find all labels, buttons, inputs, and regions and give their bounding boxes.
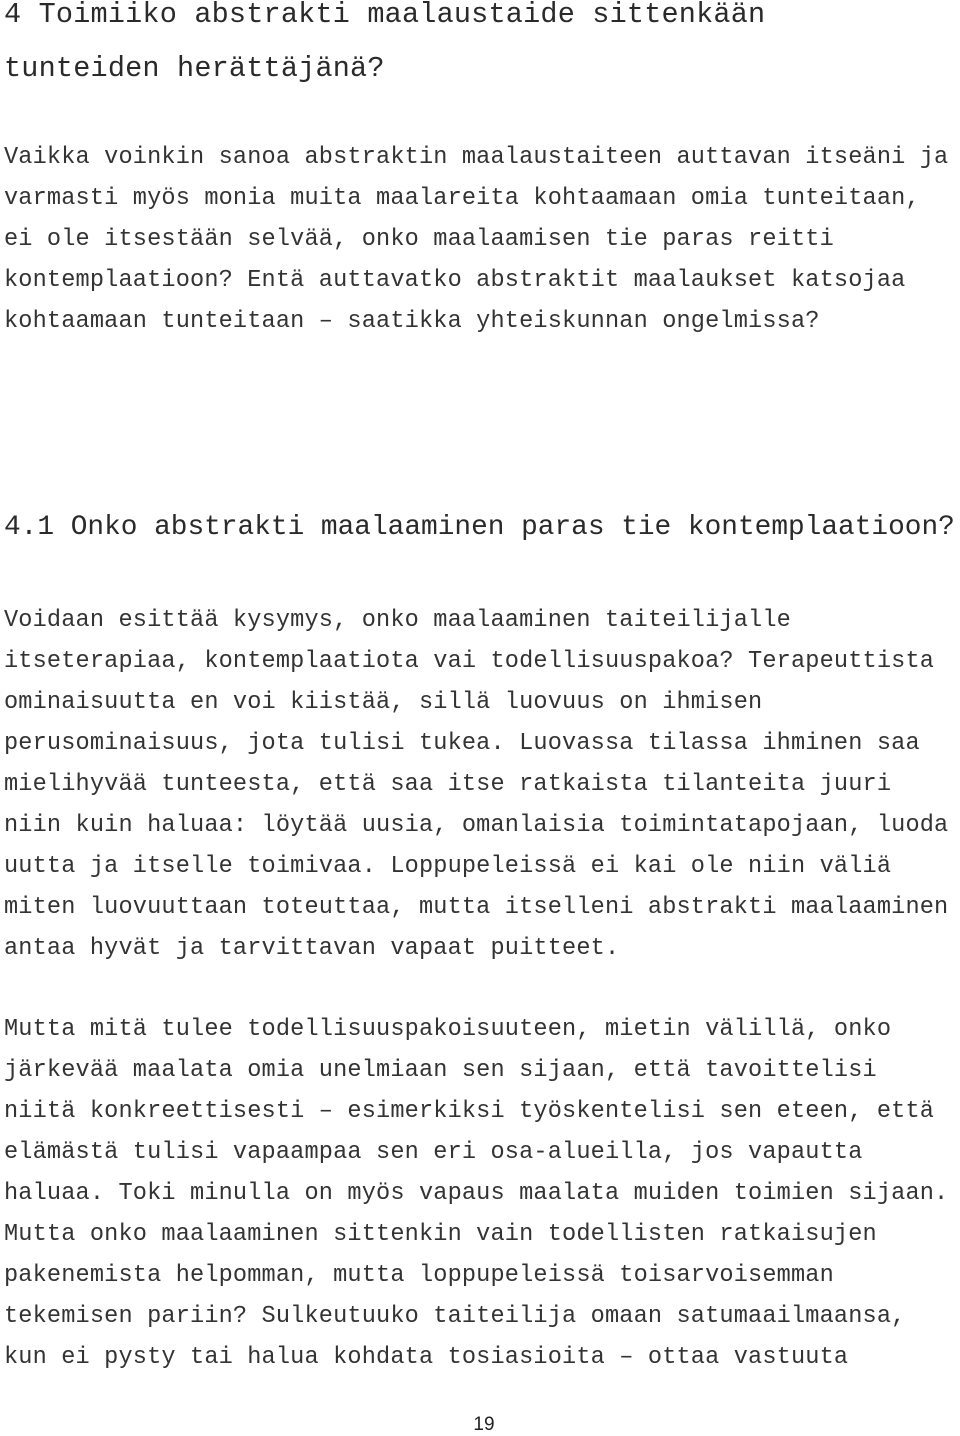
section-heading: 4.1 Onko abstrakti maalaaminen paras tie kontemplaatioon?: [4, 512, 955, 543]
heading-line: 4 Toimiiko abstrakti maalaustaide sittenkään: [4, 0, 766, 31]
text-line: ei ole itsestään selvää, onko maalaamisen tie paras reitti: [4, 226, 834, 253]
text-line: perusominaisuus, jota tulisi tukea. Luovassa tilassa ihminen saa: [4, 730, 920, 757]
text-line: Vaikka voinkin sanoa abstraktin maalaustaiteen auttavan itseäni ja: [4, 144, 949, 171]
text-line: niitä konkreettisesti – esimerkiksi työskentelisi sen eteen, että: [4, 1098, 935, 1125]
text-line: järkevää maalata omia unelmiaan sen sijaan, että tavoittelisi: [4, 1057, 877, 1084]
text-line: Mutta mitä tulee todellisuuspakoisuuteen, mietin välillä, onko: [4, 1016, 892, 1043]
text-line: elämästä tulisi vapaampaa sen eri osa-alueilla, jos vapautta: [4, 1139, 863, 1166]
text-line: varmasti myös monia muita maalareita kohtaamaan omia tunteitaan,: [4, 185, 920, 212]
text-line: Voidaan esittää kysymys, onko maalaaminen taiteilijalle: [4, 607, 791, 634]
text-line: haluaa. Toki minulla on myös vapaus maalata muiden toimien sijaan.: [4, 1180, 949, 1207]
text-line: itseterapiaa, kontemplaatiota vai todellisuuspakoa? Terapeuttista: [4, 648, 935, 675]
text-line: tekemisen pariin? Sulkeutuuko taiteilija omaan satumaailmaansa,: [4, 1303, 906, 1330]
heading-line: tunteiden herättäjänä?: [4, 52, 385, 85]
text-line: kontemplaatioon? Entä auttavatko abstraktit maalaukset katsojaa: [4, 267, 906, 294]
text-line: mielihyvää tunteesta, että saa itse ratkaista tilanteita juuri: [4, 771, 892, 798]
text-line: ominaisuutta en voi kiistää, sillä luovuus on ihmisen: [4, 689, 763, 716]
page-number: 19: [473, 1414, 495, 1435]
text-line: kohtaamaan tunteitaan – saatikka yhteiskunnan ongelmissa?: [4, 308, 820, 335]
text-line: antaa hyvät ja tarvittavan vapaat puitteet.: [4, 935, 620, 962]
text-line: Mutta onko maalaaminen sittenkin vain todellisten ratkaisujen: [4, 1221, 877, 1248]
text-line: pakenemista helpomman, mutta loppupeleissä toisarvoisemman: [4, 1262, 834, 1289]
text-line: uutta ja itselle toimivaa. Loppupeleissä ei kai ole niin väliä: [4, 853, 892, 880]
text-line: kun ei pysty tai halua kohdata tosiasioita – ottaa vastuuta: [4, 1344, 849, 1371]
text-line: niin kuin haluaa: löytää uusia, omanlaisia toimintatapojaan, luoda: [4, 812, 949, 839]
text-line: miten luovuuttaan toteuttaa, mutta itselleni abstrakti maalaaminen: [4, 894, 949, 921]
